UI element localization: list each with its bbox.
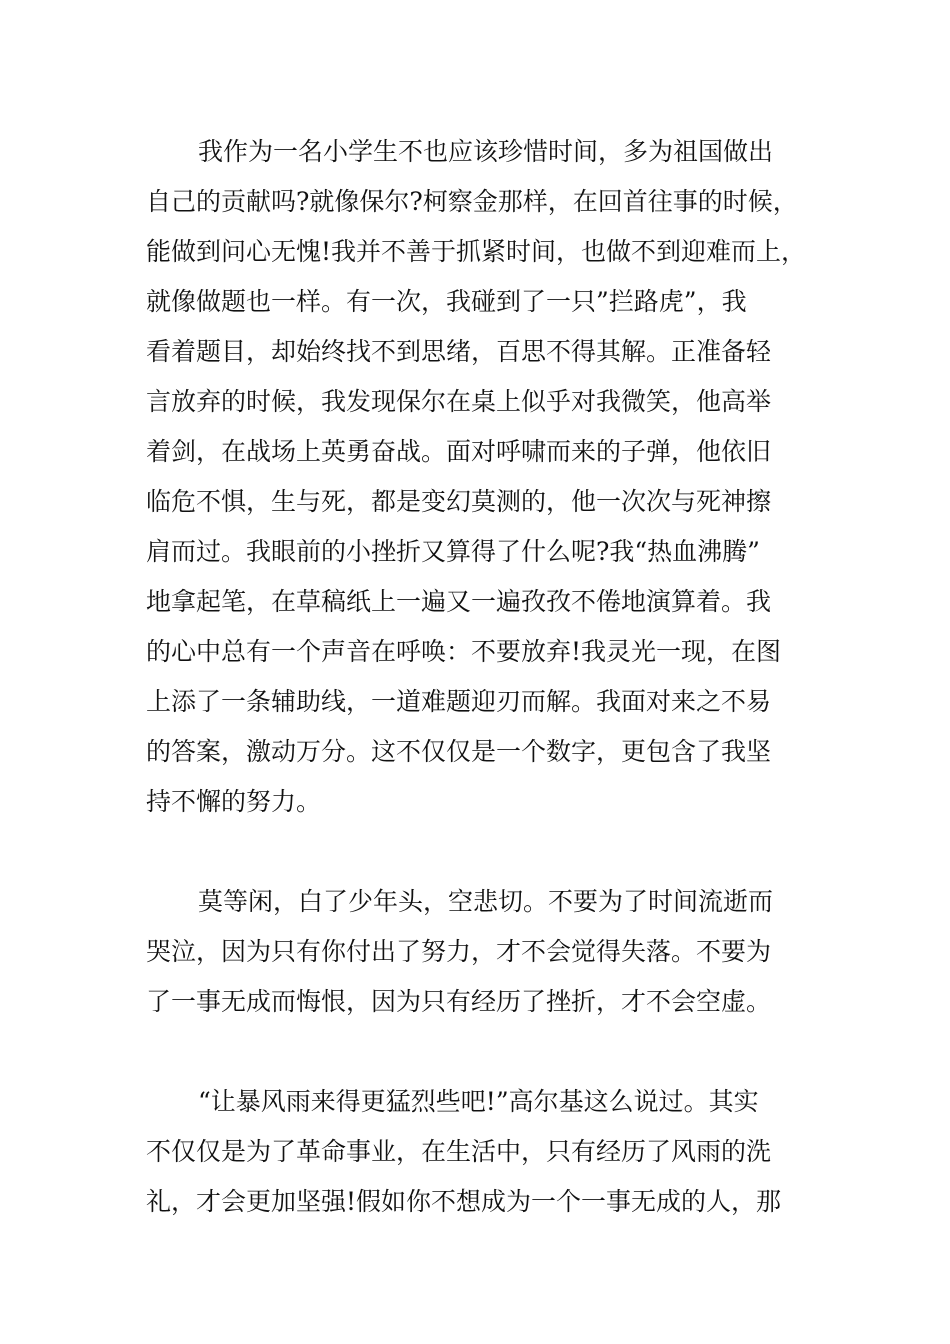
paragraph-1 <box>146 127 816 827</box>
document-body <box>146 127 816 1227</box>
paragraph-line: 就像做题也一样。有一次，我碰到了一只”拦路虎”，我 <box>146 287 747 316</box>
paragraph-line: 看着题目，却始终找不到思绪，百思不得其解。正准备轻 <box>146 337 772 366</box>
paragraph-line: 莫等闲，白了少年头，空悲切。不要为了时间流逝而 <box>198 887 774 916</box>
paragraph-line: “让暴风雨来得更猛烈些吧!”高尔基这么说过。其实 <box>198 1087 759 1116</box>
paragraph-line: 临危不惧，生与死，都是变幻莫测的，他一次次与死神擦 <box>146 487 772 516</box>
paragraph-line: 能做到问心无愧!我并不善于抓紧时间，也做不到迎难而上， <box>146 237 807 266</box>
paragraph-line: 的答案，激动万分。这不仅仅是一个数字，更包含了我坚 <box>146 737 772 766</box>
paragraph-line: 言放弃的时候，我发现保尔在桌上似乎对我微笑，他高举 <box>146 387 772 416</box>
paragraph-line: 着剑，在战场上英勇奋战。面对呼啸而来的子弹，他依旧 <box>146 437 772 466</box>
paragraph-line: 持不懈的努力。 <box>146 787 322 816</box>
paragraph-line: 自己的贡献吗?就像保尔?柯察金那样，在回首往事的时候， <box>146 187 798 216</box>
paragraph-2 <box>146 877 816 1027</box>
paragraph-line: 哭泣，因为只有你付出了努力，才不会觉得失落。不要为 <box>146 937 772 966</box>
paragraph-line: 了一事无成而悔恨，因为只有经历了挫折，才不会空虚。 <box>146 987 772 1016</box>
paragraph-spacer <box>146 827 816 877</box>
paragraph-line: 的心中总有一个声音在呼唤：不要放弃!我灵光一现，在图 <box>146 637 782 666</box>
paragraph-line: 礼，才会更加坚强!假如你不想成为一个一事无成的人，那 <box>146 1187 782 1216</box>
paragraph-line: 上添了一条辅助线，一道难题迎刃而解。我面对来之不易 <box>146 687 772 716</box>
paragraph-3 <box>146 1077 816 1227</box>
paragraph-spacer <box>146 1027 816 1077</box>
paragraph-line: 地拿起笔，在草稿纸上一遍又一遍孜孜不倦地演算着。我 <box>146 587 772 616</box>
paragraph-line: 我作为一名小学生不也应该珍惜时间，多为祖国做出 <box>198 137 774 166</box>
paragraph-line: 肩而过。我眼前的小挫折又算得了什么呢?我“热血沸腾” <box>146 537 760 566</box>
paragraph-line: 不仅仅是为了革命事业，在生活中，只有经历了风雨的洗 <box>146 1137 772 1166</box>
